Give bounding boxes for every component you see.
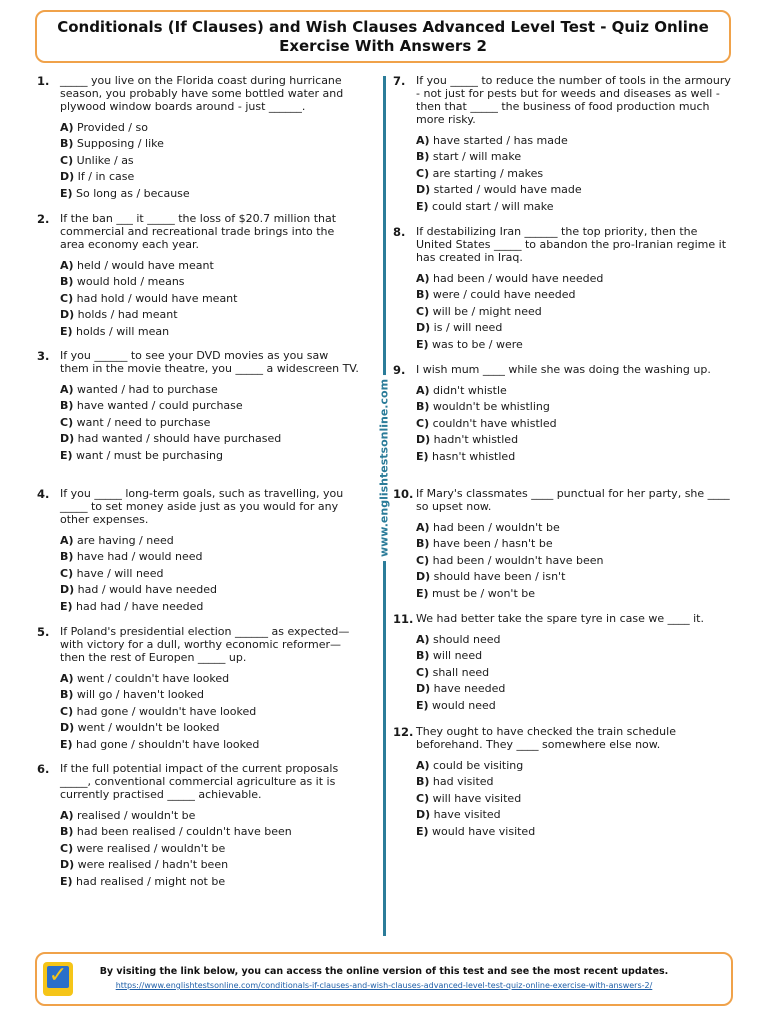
answer-options — [60, 671, 360, 753]
question-text: If the full potential impact of the current proposals _____, conventional commercial agriculture as it is currently practised _____ achievable. — [60, 762, 339, 801]
footer-box — [35, 952, 733, 1006]
answer-option[interactable] — [60, 874, 360, 890]
answer-option[interactable] — [416, 199, 734, 215]
answer-option[interactable] — [60, 153, 360, 169]
answer-option[interactable] — [416, 432, 734, 448]
option-letter: C) — [60, 291, 74, 305]
option-letter: E) — [416, 586, 429, 600]
option-text: had been / wouldn't have been — [432, 553, 604, 567]
answer-option[interactable] — [60, 431, 360, 447]
option-text: wouldn't be whistling — [432, 400, 550, 414]
answer-option[interactable] — [60, 549, 360, 565]
option-letter: E) — [416, 824, 429, 838]
answer-option[interactable] — [416, 271, 734, 287]
answer-option[interactable] — [416, 320, 734, 336]
option-text: hadn't whistled — [433, 433, 519, 447]
answer-option[interactable] — [60, 566, 360, 582]
question-8 — [393, 225, 738, 353]
option-letter: B) — [60, 825, 74, 839]
question-text: We had better take the spare tyre in case we ____ it. — [416, 612, 704, 625]
answer-option[interactable] — [416, 665, 734, 681]
option-letter: B) — [60, 688, 74, 702]
answer-option[interactable] — [60, 599, 360, 615]
option-letter: A) — [60, 259, 74, 272]
answer-option[interactable] — [60, 415, 360, 431]
option-text: have visited — [433, 808, 501, 822]
option-letter: E) — [60, 324, 73, 338]
checkbox-logo-icon: ✓ — [43, 962, 73, 996]
option-letter: D) — [416, 682, 431, 696]
option-text: want / must be purchasing — [76, 448, 223, 462]
option-text: was to be / were — [432, 337, 523, 351]
option-text: will have visited — [432, 791, 522, 805]
option-text: will be / might need — [432, 304, 542, 318]
option-letter: A) — [60, 383, 74, 396]
question-number: 11. — [393, 612, 414, 626]
answer-option[interactable] — [416, 586, 734, 602]
option-letter: B) — [60, 399, 74, 413]
answer-option[interactable] — [416, 182, 734, 198]
option-letter: B) — [416, 775, 430, 789]
answer-option[interactable] — [60, 824, 360, 840]
option-letter: D) — [60, 721, 75, 735]
question-9 — [393, 363, 738, 465]
answer-option[interactable] — [60, 324, 360, 340]
answer-option[interactable] — [416, 632, 734, 648]
option-text: are starting / makes — [432, 166, 544, 180]
answer-option[interactable] — [416, 774, 734, 790]
answer-option[interactable] — [416, 758, 734, 774]
answer-option[interactable] — [416, 807, 734, 823]
answer-option[interactable] — [416, 133, 734, 149]
option-text: start / will make — [432, 150, 522, 164]
option-letter: B) — [416, 150, 430, 164]
option-text: realised / wouldn't be — [77, 809, 196, 822]
answer-option[interactable] — [60, 808, 360, 824]
answer-option[interactable] — [60, 448, 360, 464]
question-number: 3. — [37, 349, 50, 363]
option-letter: A) — [416, 272, 430, 285]
answer-option[interactable] — [416, 569, 734, 585]
option-letter: E) — [416, 698, 429, 712]
option-letter: C) — [416, 416, 430, 430]
answer-option[interactable] — [416, 166, 734, 182]
question-number: 12. — [393, 725, 414, 739]
option-letter: A) — [416, 521, 430, 534]
answer-option[interactable] — [416, 337, 734, 353]
question-number: 10. — [393, 487, 414, 501]
answer-option[interactable] — [60, 169, 360, 185]
answer-options — [416, 133, 734, 215]
answer-option[interactable] — [60, 687, 360, 703]
option-text: want / need to purchase — [76, 415, 211, 429]
answer-option[interactable] — [416, 648, 734, 664]
option-text: Unlike / as — [76, 153, 134, 167]
answer-option[interactable] — [416, 449, 734, 465]
answer-option[interactable] — [416, 698, 734, 714]
option-letter: D) — [416, 433, 431, 447]
option-letter: A) — [60, 672, 74, 685]
answer-option[interactable] — [416, 287, 734, 303]
option-text: couldn't have whistled — [432, 416, 557, 430]
site-watermark: www.englishtestsonline.com — [378, 375, 391, 561]
answer-option[interactable] — [416, 536, 734, 552]
option-letter: D) — [60, 308, 75, 322]
footer-message: By visiting the link below, you can access the online version of this test and see the most recent updates. — [99, 966, 669, 977]
question-number: 6. — [37, 762, 50, 776]
question-number: 9. — [393, 363, 406, 377]
option-letter: B) — [416, 649, 430, 663]
question-3 — [37, 349, 364, 464]
answer-options — [60, 258, 360, 340]
option-letter: D) — [60, 583, 75, 597]
option-text: have started / has made — [433, 134, 568, 147]
answer-option[interactable] — [60, 398, 360, 414]
option-text: holds / will mean — [76, 324, 170, 338]
option-letter: E) — [60, 599, 73, 613]
option-letter: B) — [60, 137, 74, 151]
answer-option[interactable] — [60, 291, 360, 307]
option-text: have / will need — [76, 566, 164, 580]
question-12 — [393, 725, 738, 840]
option-letter: D) — [416, 321, 431, 335]
option-letter: C) — [60, 841, 74, 855]
question-2 — [37, 212, 364, 340]
question-text: If Mary's classmates ____ punctual for her party, she ____ so upset now. — [416, 487, 730, 513]
option-letter: C) — [416, 304, 430, 318]
answer-option[interactable] — [416, 149, 734, 165]
question-text: They ought to have checked the train schedule beforehand. They ____ somewhere else now. — [416, 725, 676, 751]
option-text: had been / would have needed — [433, 272, 604, 285]
question-text: If you ______ to see your DVD movies as you saw them in the movie theatre, you _____ a widescreen TV. — [60, 349, 359, 375]
question-7 — [393, 74, 738, 215]
option-text: had been / wouldn't be — [433, 521, 560, 534]
question-number: 4. — [37, 487, 50, 501]
question-6 — [37, 762, 364, 890]
option-text: could be visiting — [433, 759, 524, 772]
answer-option[interactable] — [60, 720, 360, 736]
option-text: had hold / would have meant — [76, 291, 238, 305]
option-text: didn't whistle — [433, 384, 507, 397]
answer-option[interactable] — [60, 582, 360, 598]
option-text: had had / have needed — [76, 599, 204, 613]
option-letter: A) — [60, 534, 74, 547]
option-text: were / could have needed — [432, 288, 576, 302]
answer-option[interactable] — [60, 382, 360, 398]
answer-options — [416, 632, 734, 714]
option-text: wanted / had to purchase — [77, 383, 218, 396]
option-letter: D) — [416, 570, 431, 584]
option-text: were realised / wouldn't be — [76, 841, 226, 855]
answer-option[interactable] — [60, 737, 360, 753]
option-letter: A) — [416, 633, 430, 646]
question-text: I wish mum ____ while she was doing the washing up. — [416, 363, 711, 376]
answer-option[interactable] — [416, 791, 734, 807]
option-letter: A) — [416, 759, 430, 772]
question-1 — [37, 74, 364, 202]
answer-option[interactable] — [60, 274, 360, 290]
option-text: have needed — [433, 682, 506, 696]
option-letter: E) — [60, 448, 73, 462]
answer-option[interactable] — [60, 671, 360, 687]
option-text: went / wouldn't be looked — [77, 721, 220, 735]
answer-option[interactable] — [416, 399, 734, 415]
answer-options — [60, 120, 360, 202]
option-letter: B) — [416, 288, 430, 302]
option-text: shall need — [432, 665, 490, 679]
option-letter: E) — [60, 186, 73, 200]
option-letter: D) — [416, 183, 431, 197]
option-text: Supposing / like — [76, 137, 164, 151]
option-text: must be / won't be — [432, 586, 536, 600]
question-number: 2. — [37, 212, 50, 226]
option-letter: D) — [416, 808, 431, 822]
option-letter: D) — [60, 432, 75, 446]
option-letter: A) — [60, 809, 74, 822]
option-letter: B) — [416, 537, 430, 551]
option-letter: E) — [416, 199, 429, 213]
option-text: had wanted / should have purchased — [77, 432, 282, 446]
option-letter: E) — [416, 337, 429, 351]
option-text: are having / need — [77, 534, 174, 547]
answer-options — [60, 533, 360, 615]
answer-option[interactable] — [60, 704, 360, 720]
option-text: is / will need — [433, 321, 503, 335]
answer-option[interactable] — [416, 824, 734, 840]
option-text: have been / hasn't be — [432, 537, 553, 551]
option-text: have wanted / could purchase — [76, 399, 243, 413]
answer-option[interactable] — [416, 416, 734, 432]
question-5 — [37, 625, 364, 753]
option-letter: C) — [60, 566, 74, 580]
question-text: If destabilizing Iran ______ the top priority, then the United States _____ to abandon the pro-Iranian regime it has created in Iraq. — [416, 225, 727, 264]
option-letter: A) — [416, 134, 430, 147]
option-letter: E) — [60, 874, 73, 888]
question-number: 1. — [37, 74, 50, 88]
question-text: If the ban ___ it _____ the loss of $20.7 million that commercial and recreational trade brings into the area economy each year. — [60, 212, 337, 251]
option-text: should need — [433, 633, 501, 646]
option-letter: B) — [416, 400, 430, 414]
option-letter: C) — [60, 153, 74, 167]
option-letter: E) — [416, 449, 429, 463]
option-text: had gone / shouldn't have looked — [76, 737, 260, 751]
answer-option[interactable] — [60, 307, 360, 323]
option-text: will need — [432, 649, 483, 663]
question-number: 8. — [393, 225, 406, 239]
option-letter: B) — [60, 550, 74, 564]
option-text: will go / haven't looked — [76, 688, 205, 702]
answer-options — [60, 382, 360, 464]
question-text: If Poland's presidential election ______ as expected—with victory for a dull, worthy economic reformer—then the rest of Europen _____ up. — [60, 625, 350, 664]
answer-options — [416, 758, 734, 840]
option-text: would have visited — [432, 824, 536, 838]
question-4 — [37, 487, 364, 615]
option-letter: B) — [60, 275, 74, 289]
option-text: If / in case — [77, 170, 135, 184]
option-letter: A) — [60, 121, 74, 134]
option-text: holds / had meant — [77, 308, 178, 322]
option-text: have had / would need — [76, 550, 203, 564]
option-letter: C) — [416, 166, 430, 180]
answer-options — [416, 520, 734, 602]
option-text: Provided / so — [77, 121, 148, 134]
answer-options — [416, 383, 734, 465]
option-text: would hold / means — [76, 275, 185, 289]
option-text: would need — [432, 698, 496, 712]
answer-option[interactable] — [60, 841, 360, 857]
question-text: If you _____ long-term goals, such as travelling, you _____ to set money aside just as you would for any other expenses. — [60, 487, 344, 526]
question-11 — [393, 612, 738, 714]
question-number: 7. — [393, 74, 406, 88]
option-text: started / would have made — [433, 183, 582, 197]
question-text: _____ you live on the Florida coast during hurricane season, you probably have some bottled water and plywood window boards around - just ______. — [60, 74, 344, 113]
title-box — [35, 10, 731, 63]
option-text: had visited — [432, 775, 494, 789]
answer-option[interactable] — [60, 120, 360, 136]
option-letter: C) — [60, 415, 74, 429]
online-version-link[interactable]: https://www.englishtestsonline.com/conditionals-if-clauses-and-wish-clauses-advanced-level-test-quiz-online-exercise-with-answers-2/ — [115, 981, 653, 990]
option-letter: C) — [416, 553, 430, 567]
option-text: had been realised / couldn't have been — [76, 825, 292, 839]
option-text: hasn't whistled — [432, 449, 516, 463]
answer-option[interactable] — [416, 520, 734, 536]
option-letter: D) — [60, 170, 75, 184]
answer-option[interactable] — [416, 383, 734, 399]
option-letter: D) — [60, 858, 75, 872]
question-10 — [393, 487, 738, 602]
option-letter: C) — [60, 704, 74, 718]
option-text: So long as / because — [76, 186, 190, 200]
option-letter: A) — [416, 384, 430, 397]
page-title: Conditionals (If Clauses) and Wish Clauses Advanced Level Test - Quiz Online Exercise With Answers 2 — [57, 17, 709, 55]
answer-option[interactable] — [60, 258, 360, 274]
answer-option[interactable] — [416, 553, 734, 569]
option-text: should have been / isn't — [433, 570, 566, 584]
question-text: If you _____ to reduce the number of tools in the armoury - not just for pests but for weeds and diseases as well - then that _____ the business of food production much more risky. — [416, 74, 731, 126]
answer-option[interactable] — [60, 186, 360, 202]
answer-options — [60, 808, 360, 890]
answer-option[interactable] — [60, 857, 360, 873]
option-text: had realised / might not be — [76, 874, 226, 888]
option-text: were realised / hadn't been — [77, 858, 229, 872]
answer-options — [416, 271, 734, 353]
answer-option[interactable] — [416, 304, 734, 320]
option-letter: C) — [416, 665, 430, 679]
option-letter: E) — [60, 737, 73, 751]
answer-option[interactable] — [416, 681, 734, 697]
option-text: held / would have meant — [77, 259, 214, 272]
option-text: could start / will make — [432, 199, 554, 213]
question-number: 5. — [37, 625, 50, 639]
option-text: had gone / wouldn't have looked — [76, 704, 257, 718]
option-letter: C) — [416, 791, 430, 805]
answer-option[interactable] — [60, 533, 360, 549]
option-text: went / couldn't have looked — [77, 672, 230, 685]
option-text: had / would have needed — [77, 583, 218, 597]
answer-option[interactable] — [60, 136, 360, 152]
